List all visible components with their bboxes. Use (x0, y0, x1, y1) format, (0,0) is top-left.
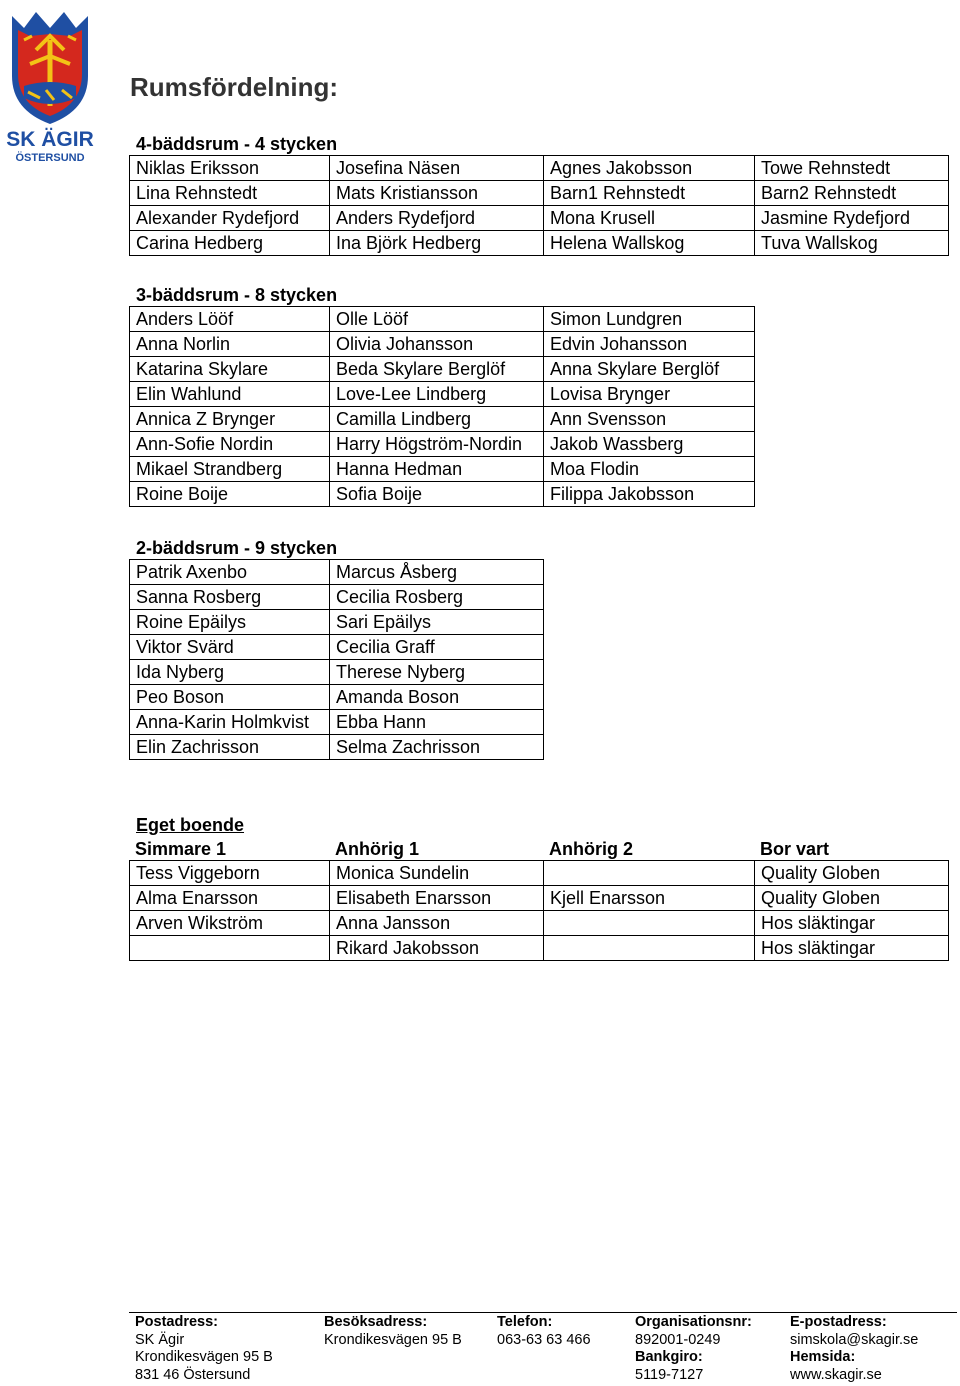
footer-email-link[interactable]: simskola@skagir.se (790, 1331, 919, 1348)
footer-org (635, 1314, 752, 1384)
table-cell: Rikard Jakobsson (330, 936, 544, 961)
footer-website-label: Hemsida: (790, 1349, 856, 1365)
table-cell: Anna-Karin Holmkvist (130, 710, 330, 735)
column-header-row (129, 837, 948, 861)
table-cell: Agnes Jakobsson (544, 156, 755, 181)
table-cell: Therese Nyberg (330, 660, 544, 685)
table-cell: Hanna Hedman (330, 457, 544, 482)
table-cell: Alma Enarsson (130, 886, 330, 911)
table-cell: Filippa Jakobsson (544, 482, 755, 507)
table-cell: Anna Jansson (330, 911, 544, 936)
table-cell: Jakob Wassberg (544, 432, 755, 457)
table-cell: Roine Boije (130, 482, 330, 507)
table-row (130, 936, 949, 961)
table-cell: Monica Sundelin (330, 861, 544, 886)
table-cell: Tess Viggeborn (130, 861, 330, 886)
table-cell: Quality Globen (755, 886, 949, 911)
table-row (130, 482, 755, 507)
column-header: Anhörig 2 (549, 839, 633, 859)
table-cell: Annica Z Brynger (130, 407, 330, 432)
table-row (130, 560, 544, 585)
table-cell: Jasmine Rydefjord (755, 206, 949, 231)
shield-emblem-icon (6, 6, 94, 166)
table-row (130, 332, 755, 357)
table-cell: Moa Flodin (544, 457, 755, 482)
table-row (130, 432, 755, 457)
table-row (130, 156, 949, 181)
table-cell: Elin Wahlund (130, 382, 330, 407)
table-cell: Barn2 Rehnstedt (755, 181, 949, 206)
table-cell: Cecilia Rosberg (330, 585, 544, 610)
footer-divider (129, 1312, 957, 1313)
table-cell: Katarina Skylare (130, 357, 330, 382)
table-cell: Beda Skylare Berglöf (330, 357, 544, 382)
table-row (130, 635, 544, 660)
footer-phone-number: 063-63 63 466 (497, 1331, 591, 1348)
footer-visit-label: Besöksadress: (324, 1314, 428, 1330)
table-row (130, 735, 544, 760)
column-header: Bor vart (760, 839, 830, 859)
three-bed-heading: 3-bäddsrum - 8 stycken (136, 285, 338, 305)
table-cell: Anders Lööf (130, 307, 330, 332)
table-cell: Josefina Näsen (330, 156, 544, 181)
table-cell: Sanna Rosberg (130, 585, 330, 610)
logo-city-text: ÖSTERSUND (15, 152, 85, 164)
table-row (130, 610, 544, 635)
table-cell (544, 861, 755, 886)
table-cell: Sari Epäilys (330, 610, 544, 635)
table-cell: Ida Nyberg (130, 660, 330, 685)
three-bed-table (129, 306, 755, 507)
table-cell: Mikael Strandberg (130, 457, 330, 482)
table-cell: Sofia Boije (330, 482, 544, 507)
table-cell: Ann Svensson (544, 407, 755, 432)
table-cell: Hos släktingar (755, 911, 949, 936)
table-row (130, 307, 755, 332)
footer-org-number: 892001-0249 (635, 1331, 721, 1348)
table-cell: Carina Hedberg (130, 231, 330, 256)
table-cell: Roine Epäilys (130, 610, 330, 635)
footer-visit-line: Krondikesvägen 95 B (324, 1331, 462, 1348)
footer-phone (497, 1314, 591, 1349)
table-row (130, 181, 949, 206)
club-logo (6, 6, 94, 166)
footer-postal-line: SK Ägir (135, 1331, 185, 1348)
table-cell: Towe Rehnstedt (755, 156, 949, 181)
table-row (130, 861, 949, 886)
footer-website-link[interactable]: www.skagir.se (790, 1366, 882, 1383)
table-cell: Patrik Axenbo (130, 560, 330, 585)
footer-email (790, 1314, 918, 1384)
table-cell (130, 936, 330, 961)
table-row (130, 585, 544, 610)
footer-email-label: E-postadress: (790, 1314, 887, 1330)
own-accommodation-table (129, 860, 949, 961)
table-cell: Barn1 Rehnstedt (544, 181, 755, 206)
table-row (130, 911, 949, 936)
four-bed-table (129, 155, 949, 256)
table-row (130, 886, 949, 911)
footer-bankgiro-label: Bankgiro: (635, 1349, 703, 1365)
footer-bankgiro-number: 5119-7127 (635, 1366, 704, 1383)
table-cell: Selma Zachrisson (330, 735, 544, 760)
table-cell: Elisabeth Enarsson (330, 886, 544, 911)
footer-postal-line: Krondikesvägen 95 B (135, 1349, 273, 1365)
table-cell: Quality Globen (755, 861, 949, 886)
table-cell (544, 911, 755, 936)
own-accommodation-heading: Eget boende (136, 815, 245, 835)
footer-org-label: Organisationsnr: (635, 1314, 752, 1330)
logo-brand-text: SK ÄGIR (6, 128, 94, 151)
footer-visit (324, 1314, 462, 1349)
table-cell: Viktor Svärd (130, 635, 330, 660)
table-cell: Ebba Hann (330, 710, 544, 735)
table-row (130, 382, 755, 407)
two-bed-heading: 2-bäddsrum - 9 stycken (136, 538, 338, 558)
table-cell: Marcus Åsberg (330, 560, 544, 585)
table-cell: Cecilia Graff (330, 635, 544, 660)
column-header: Anhörig 1 (335, 839, 419, 859)
table-cell: Niklas Eriksson (130, 156, 330, 181)
table-cell: Simon Lundgren (544, 307, 755, 332)
table-cell (544, 936, 755, 961)
table-cell: Tuva Wallskog (755, 231, 949, 256)
footer-phone-label: Telefon: (497, 1314, 553, 1330)
four-bed-heading: 4-bäddsrum - 4 stycken (136, 134, 338, 154)
table-cell: Arven Wikström (130, 911, 330, 936)
table-cell: Lina Rehnstedt (130, 181, 330, 206)
table-row (130, 660, 544, 685)
table-cell: Elin Zachrisson (130, 735, 330, 760)
two-bed-table (129, 559, 544, 760)
footer-postal (135, 1314, 273, 1384)
table-cell: Helena Wallskog (544, 231, 755, 256)
table-cell: Anna Norlin (130, 332, 330, 357)
footer-postal-label: Postadress: (135, 1314, 219, 1330)
table-cell: Ann-Sofie Nordin (130, 432, 330, 457)
table-cell: Camilla Lindberg (330, 407, 544, 432)
table-cell: Anders Rydefjord (330, 206, 544, 231)
table-row (130, 357, 755, 382)
table-row (130, 206, 949, 231)
table-cell: Olivia Johansson (330, 332, 544, 357)
table-row (130, 407, 755, 432)
table-cell: Alexander Rydefjord (130, 206, 330, 231)
table-cell: Love-Lee Lindberg (330, 382, 544, 407)
column-header: Simmare 1 (135, 839, 227, 859)
table-cell: Amanda Boson (330, 685, 544, 710)
table-cell: Ina Björk Hedberg (330, 231, 544, 256)
table-cell: Anna Skylare Berglöf (544, 357, 755, 382)
table-row (130, 457, 755, 482)
footer-postal-line: 831 46 Östersund (135, 1366, 251, 1383)
table-row (130, 685, 544, 710)
table-cell: Mats Kristiansson (330, 181, 544, 206)
table-row (130, 231, 949, 256)
table-row (130, 710, 544, 735)
table-cell: Lovisa Brynger (544, 382, 755, 407)
table-cell: Kjell Enarsson (544, 886, 755, 911)
table-cell: Edvin Johansson (544, 332, 755, 357)
own-accommodation-header (129, 837, 948, 861)
table-cell: Olle Lööf (330, 307, 544, 332)
table-cell: Peo Boson (130, 685, 330, 710)
table-cell: Mona Krusell (544, 206, 755, 231)
page-title: Rumsfördelning: (130, 72, 338, 102)
table-cell: Hos släktingar (755, 936, 949, 961)
table-cell: Harry Högström-Nordin (330, 432, 544, 457)
